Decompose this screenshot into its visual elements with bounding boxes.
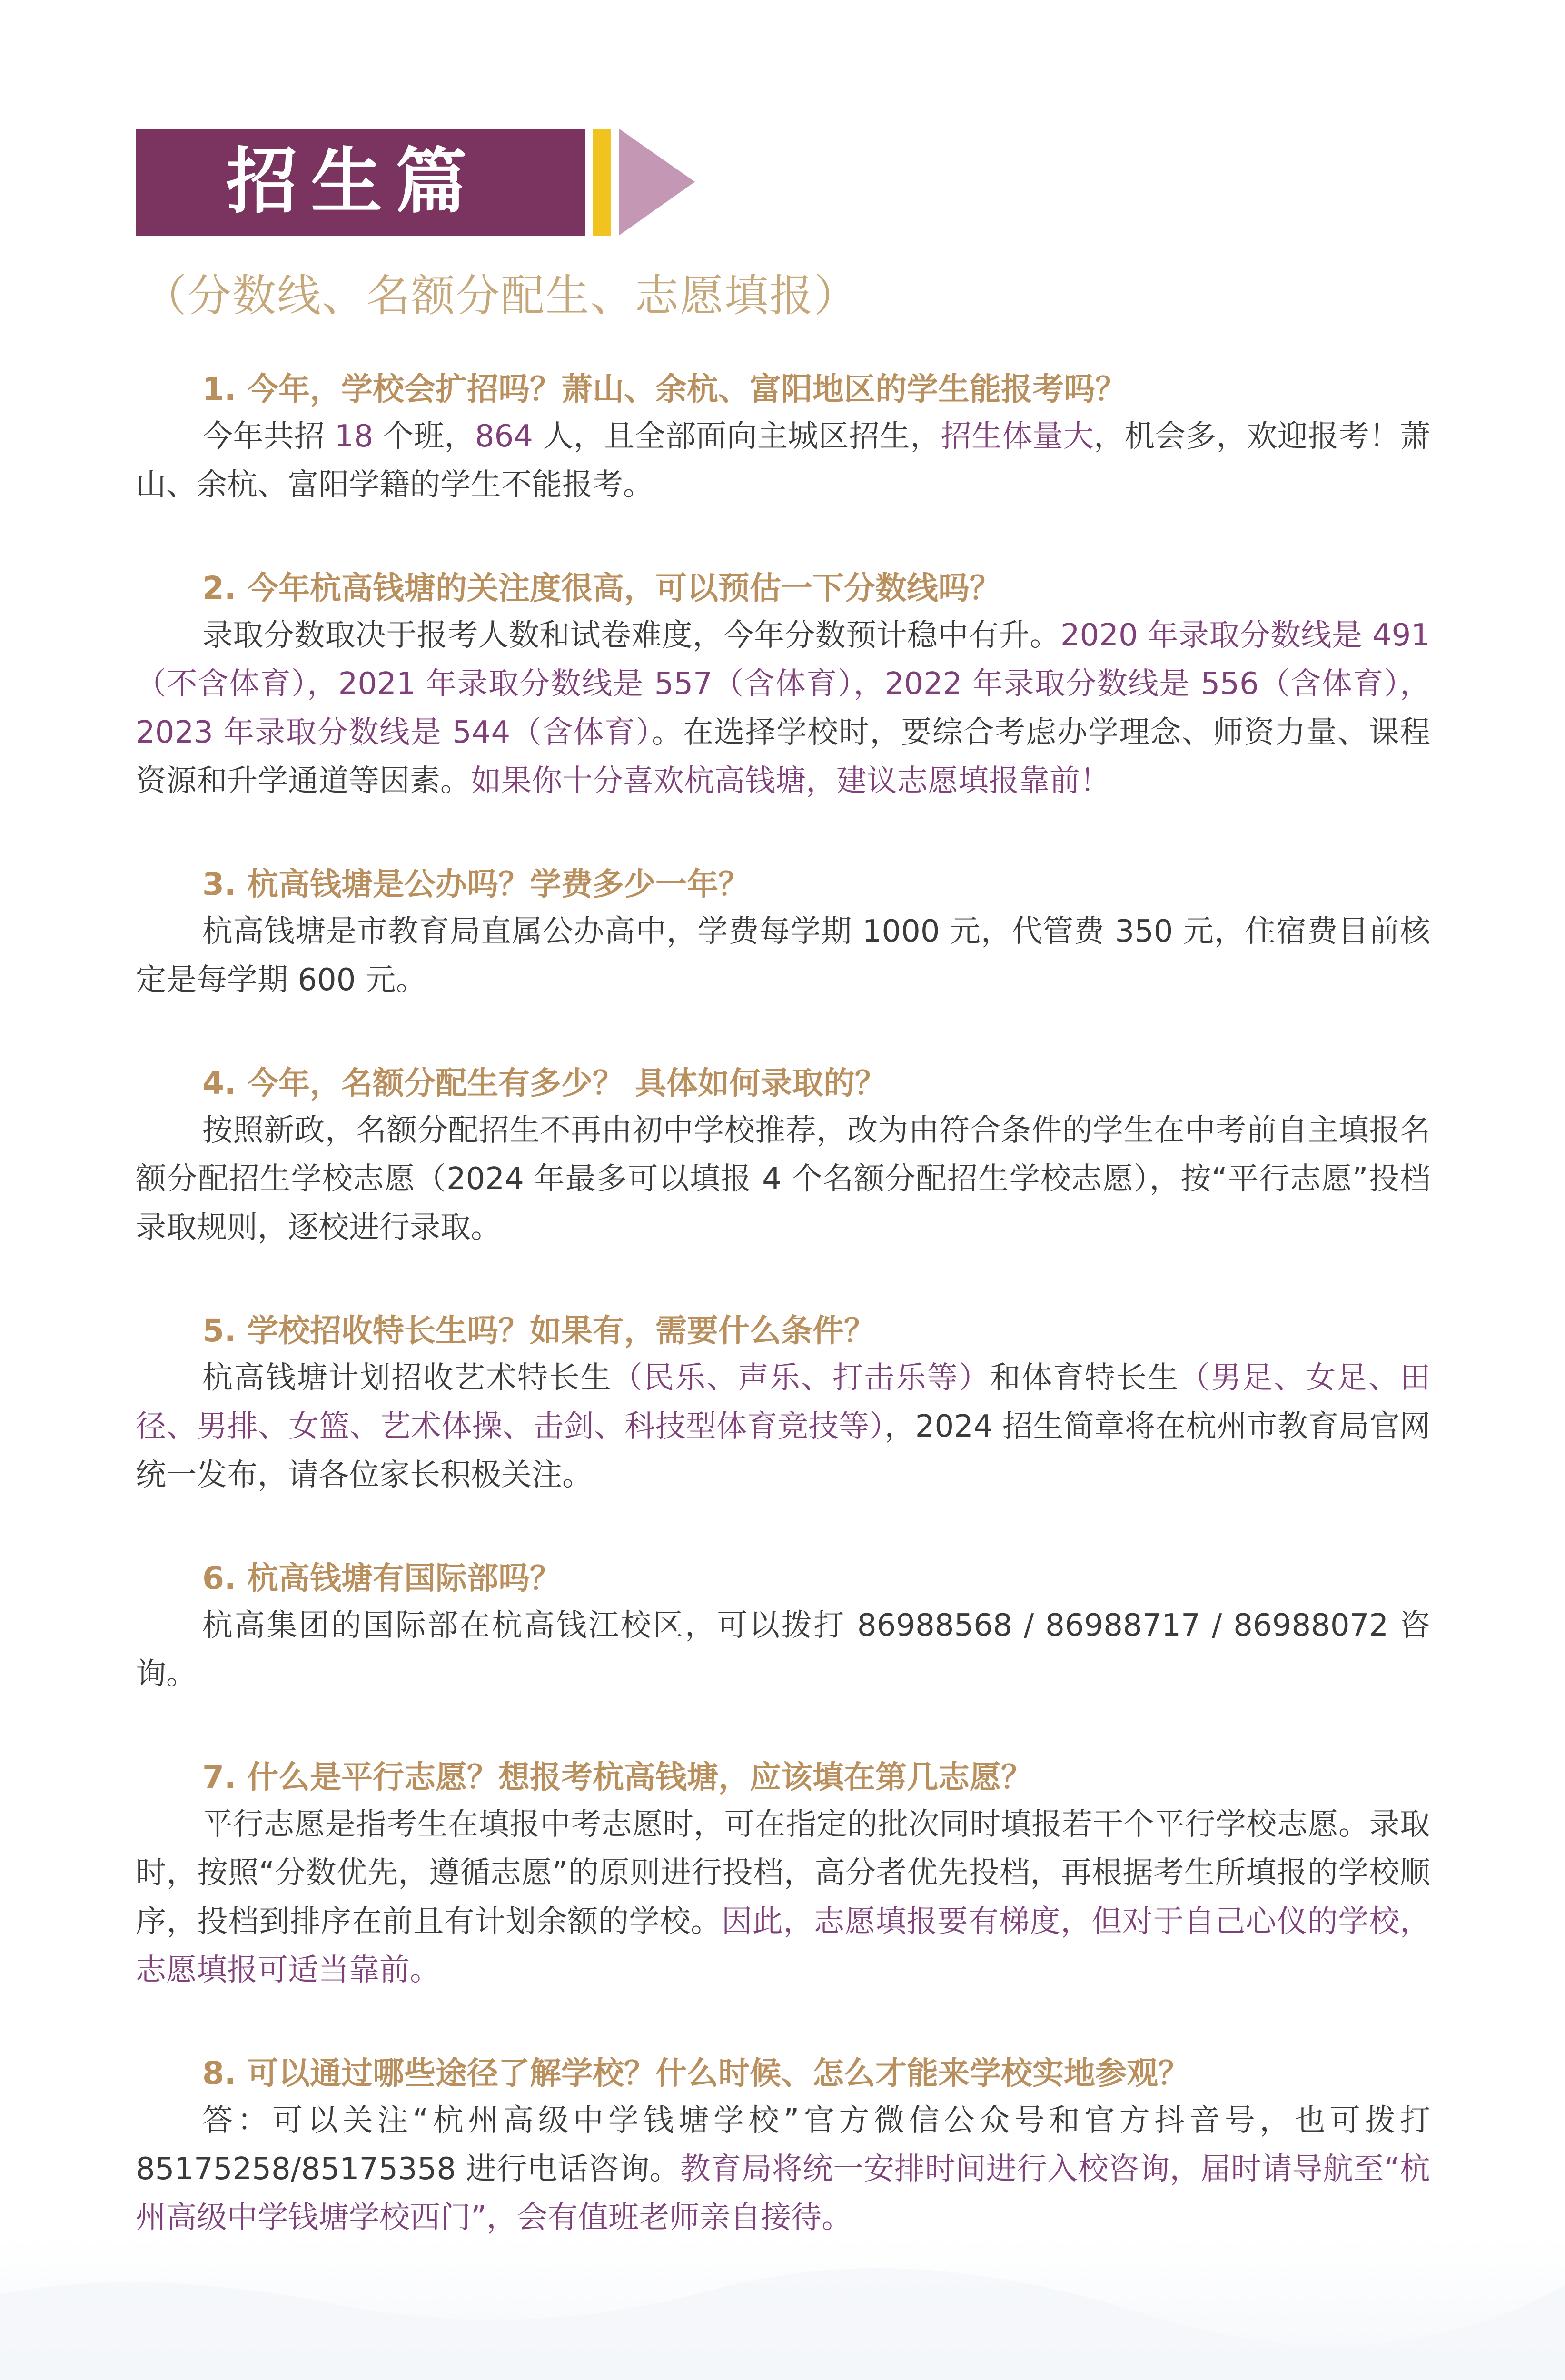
faq-answer [136,907,1430,1004]
faq-answer [136,1601,1430,1698]
faq-answer [136,1106,1430,1252]
faq-question: 6. 杭高钱塘有国际部吗？ [202,1560,561,1597]
answer-text: 按照新政，名额分配招生不再由初中学校推荐，改为由符合条件的学生在中考前自主填报名额分配招生学校志愿（2024 年最多可以填报 4 个名额分配招生学校志愿），按“平行志愿”投档录取规则，逐校进行录取。 [136,1113,1430,1245]
faq-answer [136,1354,1430,1499]
answer-text: 和体育特长生 [990,1360,1179,1396]
section-title: 招生篇 [226,140,481,223]
faq-item [136,862,1430,1004]
faq-question: 5. 学校招收特长生吗？如果有，需要什么条件？ [202,1312,875,1349]
answer-highlight: 教育局将统一安排时间进行入校咨询，届时请导航至“杭州高级中学钱塘学校西门”，会有值班老师亲自接待。 [136,2152,1430,2235]
faq-question: 4. 今年，名额分配生有多少？ 具体如何录取的？ [202,1065,886,1101]
answer-text: 人，且全部面向主城区招生， [533,419,941,454]
answer-highlight: 如果你十分喜欢杭高钱塘，建议志愿填报靠前！ [471,764,1110,799]
faq-item [136,1308,1430,1499]
faq-item [136,2051,1430,2242]
answer-highlight: 18 [334,419,374,454]
answer-highlight: 2020 年录取分数线是 491（不含体育），2021 年录取分数线是 557（含体育），2022 年录取分数线是 556（含体育），2023 年录取分数线是 544（含体育） [136,618,1431,750]
answer-text: ，2024 招生简章将在杭州市教育局官网统一发布，请各位家长积极关注。 [136,1409,1431,1493]
campus-photo [0,2237,1565,2380]
answer-text: 杭高集团的国际部在杭高钱江校区，可以拨打 86988568 / 86988717 / 86988072 咨询。 [136,1608,1430,1692]
answer-text: 录取分数取决于报考人数和试卷难度，今年分数预计稳中有升。 [202,618,1060,653]
faq-question: 1. 今年，学校会扩招吗？萧山、余杭、富阳地区的学生能报考吗？ [202,371,1127,407]
answer-text: 杭高钱塘计划招收艺术特长生 [202,1360,612,1396]
answer-highlight: 招生体量大 [941,419,1094,454]
banner-arrow-icon [619,129,695,236]
faq-answer [136,412,1430,509]
faq-list [136,367,1430,2298]
answer-text: 答：可以关注“杭州高级中学钱塘学校”官方微信公众号和官方抖音号，也可拨打 85175258/85175358 进行电话咨询。 [136,2103,1430,2187]
faq-item [136,367,1430,509]
banner-accent-bar [593,129,611,236]
faq-question: 2. 今年杭高钱塘的关注度很高，可以预估一下分数线吗？ [202,570,1001,606]
faq-question: 7. 什么是平行志愿？想报考杭高钱塘，应该填在第几志愿？ [202,1759,1032,1795]
answer-text: 平行志愿是指考生在填报中考志愿时，可在指定的批次同时填报若干个平行学校志愿。录取时，按照“分数优先，遵循志愿”的原则进行投档，高分者优先投档，再根据考生所填报的学校顺序，投档到排序在前且有计划余额的学校。 [136,1807,1430,1939]
answer-highlight: 因此，志愿填报要有梯度，但对于自己心仪的学校，志愿填报可适当靠前。 [136,1904,1430,1988]
answer-highlight: （男足、女足、田径、男排、女篮、艺术体操、击剑、科技型体育竞技等） [136,1360,1431,1444]
faq-item [136,1556,1430,1698]
answer-text: 个班， [373,419,475,454]
faq-answer [136,1800,1430,1994]
faq-answer [136,2096,1430,2242]
faq-answer [136,611,1430,805]
faq-item [136,1755,1430,1994]
answer-text: ，机会多，欢迎报考！萧山、余杭、富阳学籍的学生不能报考。 [136,419,1431,503]
section-subtitle: （分数线、名额分配生、志愿填报） [143,270,859,321]
answer-text: 。在选择学校时，要综合考虑办学理念、师资力量、课程资源和升学通道等因素。 [136,715,1431,799]
answer-highlight: （民乐、声乐、打击乐等） [612,1360,991,1396]
faq-question: 8. 可以通过哪些途径了解学校？什么时候、怎么才能来学校实地参观？ [202,2055,1189,2092]
answer-highlight: 864 [475,419,533,454]
faq-item [136,565,1430,805]
faq-question: 3. 杭高钱塘是公办吗？学费多少一年？ [202,866,750,902]
answer-text: 今年共招 [202,419,335,454]
answer-text: 杭高钱塘是市教育局直属公办高中，学费每学期 1000 元，代管费 350 元，住宿费目前核定是每学期 600 元。 [136,914,1430,998]
faq-item [136,1061,1430,1252]
section-banner [136,129,585,236]
